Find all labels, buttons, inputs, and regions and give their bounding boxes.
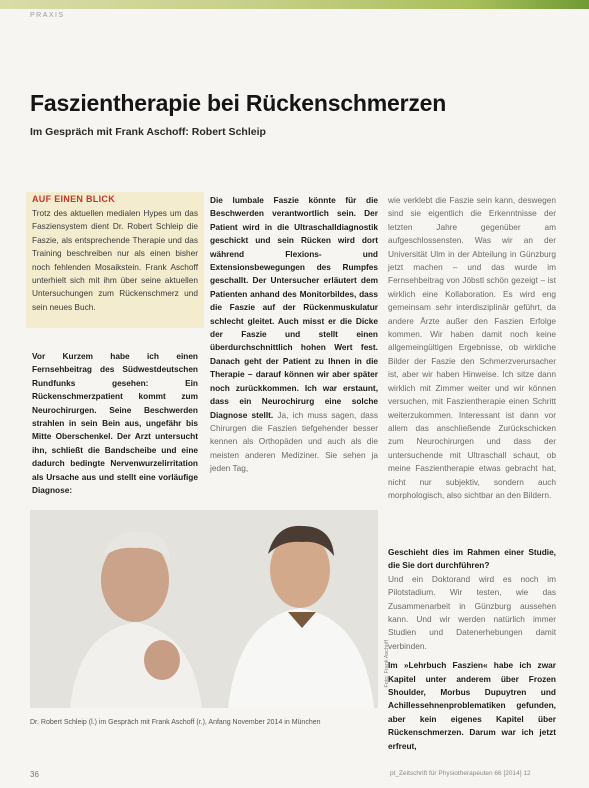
summary-heading: AUF EINEN BLICK xyxy=(32,194,115,204)
column-3-text: wie verklebt die Faszie sein kann, deswegen sind sie eigentlich die Erkenntnisse der letzten Jahre gegenüber am aufgeschlossensten. Was wir an der Universität Ulm in der Abteilung in Günzburg jetzt machen – und das wurde im Fernsehbeitrag von Jöbstl schön gezeigt – ist wirklich eine Kollaboration. Es wird eng gemeinsam sehr interdisziplinär geführt, da andere Ärzte außer den Faszien Erfolge kommen. Wir haben damit noch keine allgemeingültigen Ergebnisse, ob wirkliche Bilder der Faszie den Schmerzverursacher ist, aber wir haben Hinweise. Ich sitze dann wirklich mit Zimmer weiter und wir können versuchen, mit Faszientherapie einen Schritt weiterzukommen. Interessant ist dann vor allem das anschließende Zurückschicken zum Neurochirurgen und dass der untersuchende mit Ultraschall schaut, ob meine Faszientherapie etwas gebracht hat, nicht nur subjektiv, sondern auch morphologisch, also sichtbar an den Bildern. xyxy=(388,195,556,500)
article-title: Faszientherapie bei Rückenschmerzen xyxy=(30,90,447,116)
column-2 xyxy=(210,194,378,476)
photo-credit: Foto: Frank Aschoff xyxy=(384,640,390,688)
column-3-continued xyxy=(388,546,556,753)
header-color-bar xyxy=(0,0,589,9)
interview-answer-1: Und ein Doktorand wird es noch im Pilotstadium. Wir testen, wie das Zusammenarbeit in Günzburg aussehen kann. Und wir werden natürlich immer Studien und Datenerhebungen damit verbinden. xyxy=(388,573,556,651)
interview-photo xyxy=(30,510,378,708)
summary-text: Trotz des aktuellen medialen Hypes um das Fasziensystem dient Dr. Robert Schleip die Faszie, als entsprechende Therapie und das Training beschreiben nur als einen bisher noch fehlenden Mosaikstein. Frank Aschoff unterhielt sich mit ihm über seine aktuellen Untersuchungen zum Rückenschmerz und sein neues Buch. xyxy=(32,208,198,312)
column-1-text: Vor Kurzem habe ich einen Fernsehbeitrag des Südwestdeutschen Rundfunks gesehen: Ein Rückenschmerzpatient kommt zum Neurochirurgen. Seine Beschwerden strahlen in sein Bein aus, ungefähr bis Mitte Oberschenkel. Der Arzt untersucht ihn, schließt die Bandscheibe und eine dadurch bedingte Nervenwurzelirritation als Ursache aus und stellt eine vorläufige Diagnose: xyxy=(32,351,198,496)
article-subtitle: Im Gespräch mit Frank Aschoff: Robert Schleip xyxy=(30,126,266,138)
interview-question-2: Im »Lehrbuch Faszien« habe ich zwar Kapitel unter anderem über Frozen Shoulder, Morbus Dupuytren und Achillessehnenproblematiken gefunden, aber kein eigenes Kapitel über Rückenschmerzen. Darum war ich jetzt erfreut, xyxy=(388,660,556,751)
interview-question-1: Geschieht dies im Rahmen einer Studie, die Sie dort durchführen? xyxy=(388,547,556,571)
page-number: 36 xyxy=(30,770,39,779)
section-label: PRAXIS xyxy=(30,12,65,19)
column-2-answer: Ja, ich muss sagen, dass Chirurgen die Faszien tiefgehender besser kennen als Orthopäden und auch als die meisten anderen Mediziner. Sie sehen ja jeden Tag, xyxy=(210,409,378,474)
interview-photo-illustration xyxy=(30,510,378,708)
column-2-question: Die lumbale Faszie könnte für die Beschwerden verantwortlich sein. Der Patient wird in die Ultraschalldiagnostik geschickt und sein Rücken wird dort während Flexions- und Extensionsbewegungen des Rumpfes geschallt. Der Untersucher erläutert dem Patienten anhand des Monitorbildes, dass die Faszie auf der Rückenmuskulatur schlecht gleitet. Auch misst er die Dicke der Faszie und stellt einen überdurchschnittlich hohen Wert fest. Danach geht der Patient zu Ihnen in die Therapie – darauf können wir aber später noch zurückkommen. Ich war erstaunt, dass ein Neurochirurg eine solche Diagnose stellt. xyxy=(210,195,378,420)
journal-footer: pt_Zeitschrift für Physiotherapeuten 66 [2014] 12 xyxy=(390,770,531,777)
photo-caption: Dr. Robert Schleip (l.) im Gespräch mit Frank Aschoff (r.), Anfang November 2014 in München xyxy=(30,719,321,726)
